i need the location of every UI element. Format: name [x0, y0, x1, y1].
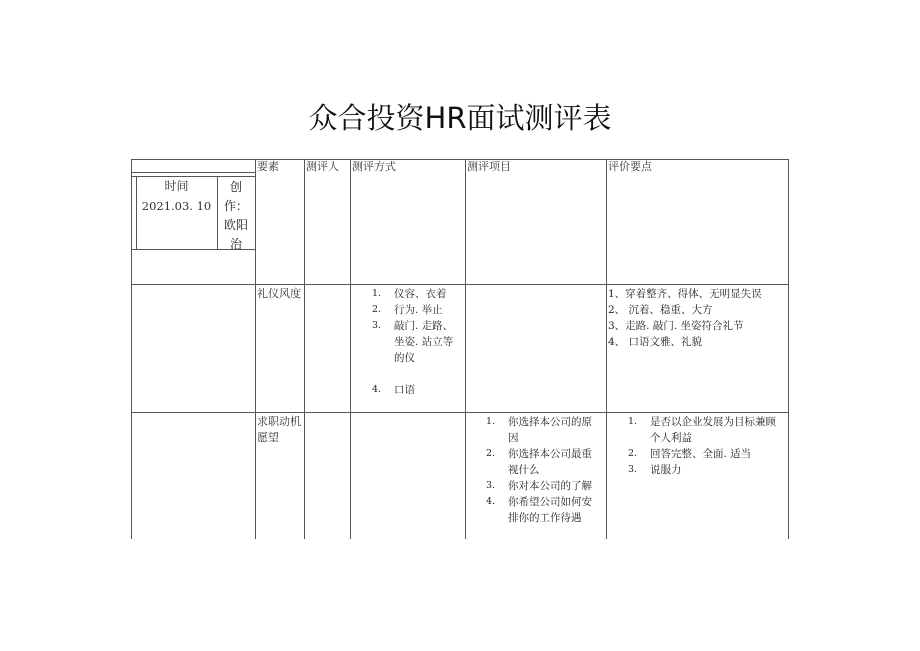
header-factor: 要素 — [257, 160, 279, 173]
table-left-border — [131, 159, 132, 539]
header-item: 测评项目 — [467, 160, 511, 173]
list-item: 1. 你选择本公司的原因 — [486, 416, 592, 444]
header-method: 测评方式 — [352, 160, 396, 173]
header-evaluator: 测评人 — [306, 160, 339, 173]
table-right-border — [788, 159, 789, 539]
table-top-border — [131, 159, 789, 160]
row1-factor: 礼仪风度 — [257, 287, 301, 300]
page-title: 众合投资HR面试测评表 — [308, 101, 612, 135]
row1-method-list — [372, 286, 458, 398]
row2-factor: 求职动机愿望 — [257, 415, 301, 444]
row1-criteria-list — [608, 286, 786, 350]
author-line-3: 欧阳 — [223, 218, 248, 232]
author-line-1: 创 — [229, 180, 242, 194]
author-line-4: 治 — [229, 237, 242, 251]
col-divider-item — [465, 159, 466, 539]
row2-criteria-list — [628, 414, 780, 478]
time-label: 时间 — [164, 179, 189, 193]
list-item: 2. 回答完整、全面. 适当 — [628, 448, 752, 460]
author-block — [217, 178, 255, 254]
author-line-2: 作： — [223, 199, 248, 213]
col-divider-factor — [255, 159, 256, 539]
list-item: 3. 你对本公司的了解 — [486, 480, 592, 492]
list-item: 2. 你选择本公司最重视什么 — [486, 448, 592, 476]
time-value: 2021.03. 10 — [141, 199, 212, 213]
meta-divider-1 — [131, 176, 255, 177]
col-divider-method — [350, 159, 351, 539]
col-divider-evaluator — [304, 159, 305, 539]
col-divider-criteria — [606, 159, 607, 539]
list-item: 3. 说服力 — [628, 464, 682, 476]
list-item: 4、 口语文雅、礼貌 — [608, 336, 703, 348]
list-item: 2、 沉着、稳重、大方 — [608, 304, 713, 316]
list-gap — [372, 366, 458, 382]
row-divider-2 — [131, 412, 789, 413]
list-item: 3、走路. 敲门. 坐姿符合礼节 — [608, 320, 744, 332]
list-item: 2. 行为. 举止 — [372, 304, 443, 316]
list-item: 1、穿着整齐、得体、无明显失误 — [608, 288, 762, 300]
list-item: 1. 是否以企业发展为目标兼顾个人利益 — [628, 416, 776, 444]
list-item: 4. 你希望公司如何安排你的工作待遇 — [486, 496, 592, 524]
list-item: 3. 敲门. 走路、坐姿. 站立等的仪 — [372, 320, 454, 364]
list-item: 1. 仪容、衣着 — [372, 288, 447, 300]
row-divider-1 — [131, 284, 789, 285]
header-divider — [131, 172, 255, 173]
row2-item-list — [486, 414, 602, 526]
list-item: 4. 口语 — [372, 384, 415, 396]
header-criteria: 评价要点 — [608, 160, 652, 173]
